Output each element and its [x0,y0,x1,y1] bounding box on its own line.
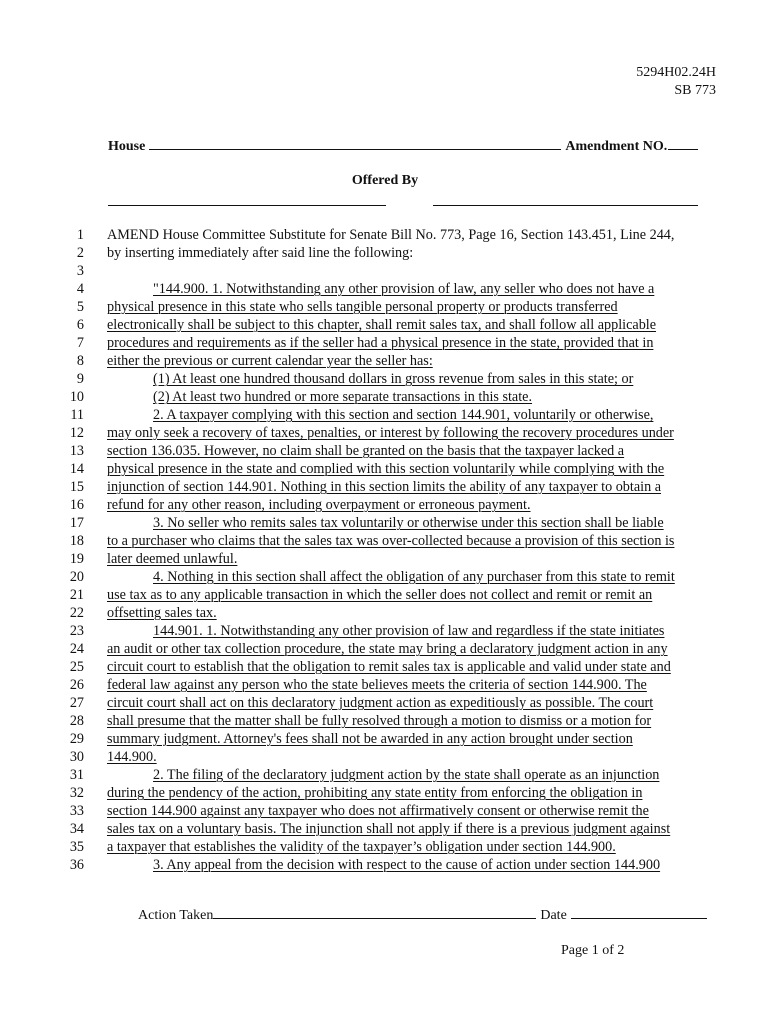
house-blank-line [149,137,561,150]
line-number: 17 [69,515,84,531]
line-number: 5 [76,299,84,315]
text-line [0,568,770,586]
line-text: 3. Any appeal from the decision with respect to the cause of action under section 144.900 [153,857,661,873]
amendment-label: Amendment NO. [565,139,668,154]
line-number: 32 [69,785,84,801]
line-text: section 144.900 against any taxpayer who does not affirmatively consent or otherwise remit the [107,803,649,819]
amendment-number-blank [668,137,698,150]
text-line [0,226,770,244]
text-line [0,694,770,712]
line-number: 11 [70,407,84,423]
line-number: 1 [76,227,84,243]
text-line [0,388,770,406]
line-number: 25 [69,659,84,675]
line-text: 2. The filing of the declaratory judgment action by the state shall operate as an injunction [153,767,660,783]
text-line [0,532,770,550]
text-line [0,496,770,514]
line-text: later deemed unlawful. [107,551,238,567]
line-text: by inserting immediately after said line the following: [107,245,414,261]
text-line [0,334,770,352]
line-number: 6 [76,317,84,333]
text-line [0,784,770,802]
line-number: 4 [76,281,84,297]
text-line [0,676,770,694]
text-line [0,478,770,496]
text-line [0,658,770,676]
text-line [0,604,770,622]
line-text: shall presume that the matter shall be fully resolved through a motion to dismiss or a motion for [107,713,652,729]
text-line [0,748,770,766]
text-line [0,406,770,424]
line-text: circuit court shall act on this declaratory judgment action as expeditiously as possible. The court [107,695,654,711]
line-text: physical presence in this state who sells tangible personal property or products transferred [107,299,618,315]
line-number: 35 [69,839,84,855]
line-text: during the pendency of the action, prohibiting any state entity from enforcing the obligation in [107,785,643,801]
line-number: 36 [69,857,84,873]
line-text: 3. No seller who remits sales tax voluntarily or otherwise under this section shall be liable [153,515,664,531]
text-line [0,766,770,784]
text-line [0,622,770,640]
line-text: refund for any other reason, including overpayment or erroneous payment. [107,497,531,513]
action-taken-label: Action Taken [138,908,214,923]
line-number: 28 [69,713,84,729]
line-number: 22 [69,605,84,621]
house-label: House [108,139,146,154]
line-number: 24 [69,641,84,657]
text-line [0,802,770,820]
line-number: 18 [69,533,84,549]
line-text: federal law against any person who the state believes meets the criteria of section 144.900. The [107,677,647,693]
line-text: circuit court to establish that the obligation to remit sales tax is applicable and valid under state and [107,659,671,675]
line-text: sales tax on a voluntary basis. The injunction shall not apply if there is a previous judgment against [107,821,671,837]
line-text: to a purchaser who claims that the sales tax was over-collected because a provision of this section is [107,533,675,549]
line-number: 15 [69,479,84,495]
line-text: 144.901. 1. Notwithstanding any other provision of law and regardless if the state initiates [153,623,665,639]
amendment-text [0,226,770,874]
line-text: (1) At least one hundred thousand dollars in gross revenue from sales in this state; or [153,371,634,387]
action-taken-line [138,906,711,924]
line-number: 31 [69,767,84,783]
line-number: 9 [76,371,84,387]
line-number: 12 [69,425,84,441]
text-line [0,442,770,460]
line-number: 21 [69,587,84,603]
text-line [0,280,770,298]
page-number: Page 1 of 2 [561,943,625,958]
line-text: 144.900. [107,749,157,765]
text-line [0,424,770,442]
text-line [0,820,770,838]
line-number: 7 [76,335,84,351]
line-text: use tax as to any applicable transaction in which the seller does not collect and remit or remit an [107,587,653,603]
action-taken-blank [213,906,536,919]
line-number: 30 [69,749,84,765]
bill-number: SB 773 [674,83,716,98]
line-number: 14 [69,461,84,477]
text-line [0,550,770,568]
line-number: 29 [69,731,84,747]
line-number: 33 [69,803,84,819]
line-text: (2) At least two hundred or more separate transactions in this state. [153,389,533,405]
line-text: summary judgment. Attorney's fees shall not be awarded in any action brought under section [107,731,633,747]
line-text: section 136.035. However, no claim shall be granted on the basis that the taxpayer lacked a [107,443,625,459]
line-number: 27 [69,695,84,711]
line-text: an audit or other tax collection procedure, the state may bring a declaratory judgment action in any [107,641,668,657]
line-number: 16 [69,497,84,513]
doc-id: 5294H02.24H [636,65,716,80]
text-line [0,586,770,604]
line-number: 8 [76,353,84,369]
line-text: AMEND House Committee Substitute for Senate Bill No. 773, Page 16, Section 143.451, Line 244, [107,227,675,243]
line-number: 10 [69,389,84,405]
text-line [0,838,770,856]
line-number: 20 [69,569,84,585]
text-line [0,460,770,478]
line-text: electronically shall be subject to this chapter, shall remit sales tax, and shall follow all applicable [107,317,657,333]
house-amendment-line [108,137,714,155]
text-line [0,514,770,532]
text-line [0,712,770,730]
text-line [0,262,770,280]
line-number: 3 [76,263,84,279]
line-number: 23 [69,623,84,639]
line-number: 2 [76,245,84,261]
line-text: may only seek a recovery of taxes, penalties, or interest by following the recovery procedures under [107,425,674,441]
line-number: 13 [69,443,84,459]
line-text: procedures and requirements as if the seller had a physical presence in the state, provided that in [107,335,654,351]
text-line [0,298,770,316]
text-line [0,370,770,388]
line-text: a taxpayer that establishes the validity of the taxpayer’s obligation under section 144.900. [107,839,616,855]
date-blank [571,906,707,919]
line-text: offsetting sales tax. [107,605,217,621]
line-text: 4. Nothing in this section shall affect the obligation of any purchaser from this state to remit [153,569,675,585]
text-line [0,316,770,334]
text-line [0,856,770,874]
offered-by-line-left [108,204,386,206]
line-number: 19 [69,551,84,567]
line-text: either the previous or current calendar year the seller has: [107,353,433,369]
date-label: Date [540,908,567,923]
text-line [0,352,770,370]
text-line [0,730,770,748]
line-text: physical presence in the state and complied with this section voluntarily while complying with the [107,461,665,477]
offered-by-line-right [433,204,698,206]
line-text: 2. A taxpayer complying with this section and section 144.901, voluntarily or otherwise, [153,407,654,423]
text-line [0,640,770,658]
line-text: "144.900. 1. Notwithstanding any other provision of law, any seller who does not have a [153,281,655,297]
line-number: 34 [69,821,84,837]
text-line [0,244,770,262]
offered-by-label: Offered By [351,173,419,188]
line-text: injunction of section 144.901. Nothing in this section limits the ability of any taxpayer to obtain a [107,479,662,495]
line-number: 26 [69,677,84,693]
